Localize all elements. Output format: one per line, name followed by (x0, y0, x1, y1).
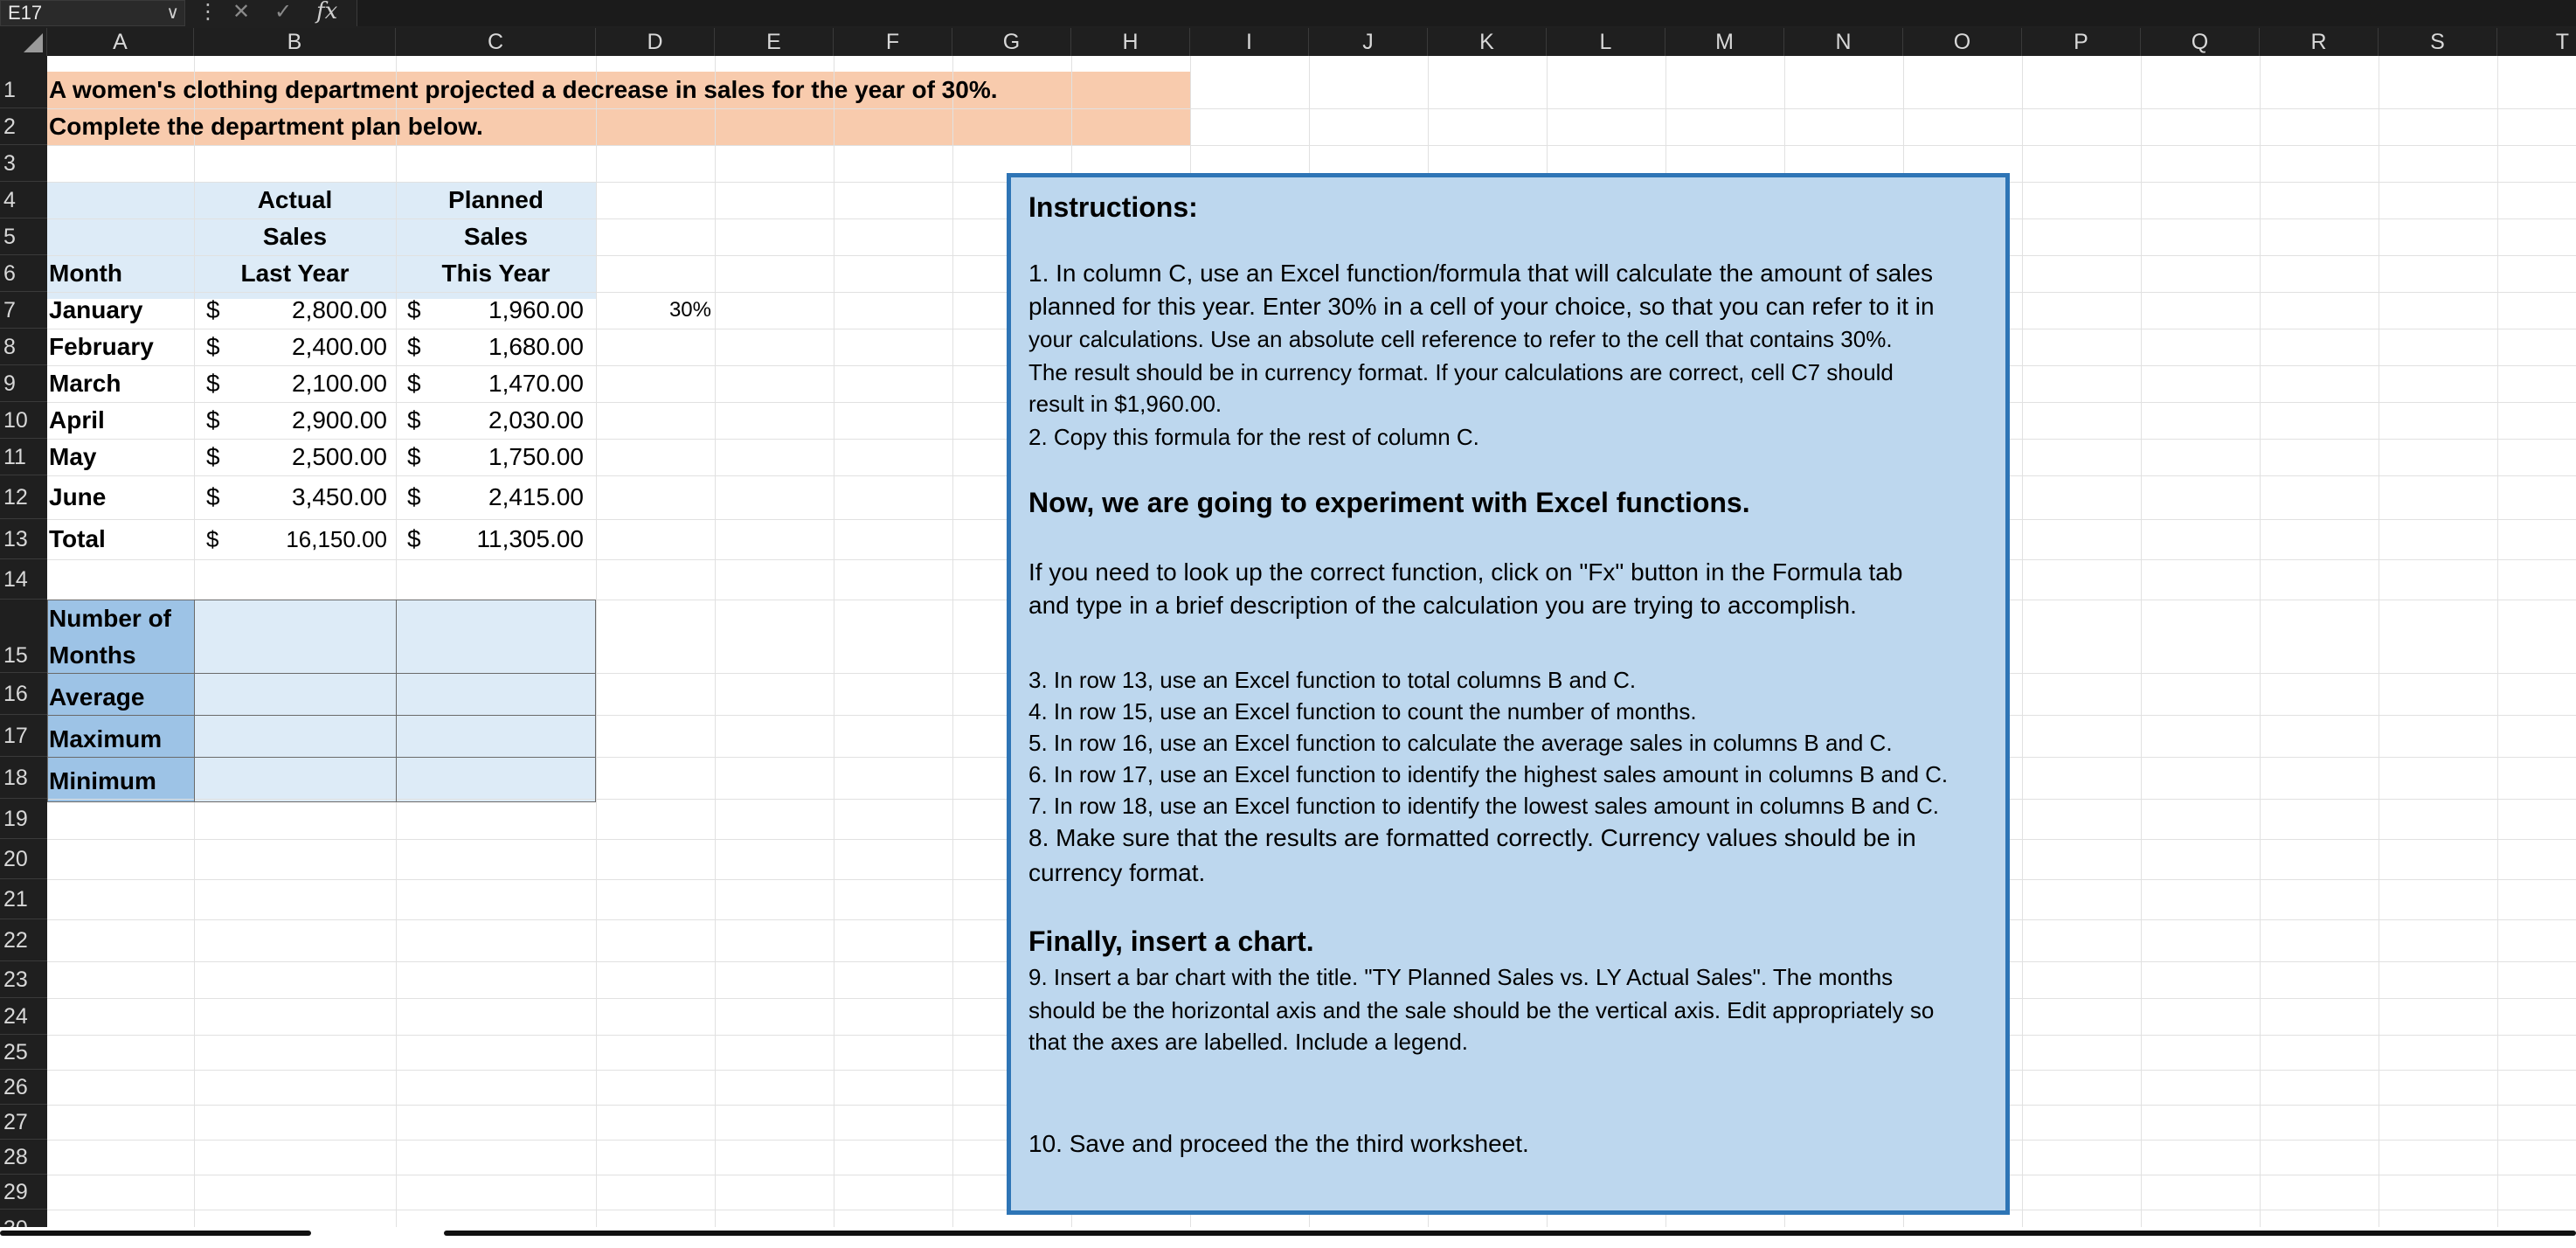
row-header-14[interactable]: 14 (0, 559, 47, 600)
actual-sales-cell[interactable]: 2,500.00 (292, 443, 387, 470)
currency-symbol: $ (206, 370, 220, 397)
month-cell[interactable]: February (49, 333, 154, 360)
currency-symbol: $ (407, 443, 421, 470)
column-header-d[interactable]: D (596, 28, 715, 56)
row-header-19[interactable]: 19 (0, 799, 47, 839)
actual-sales-cell[interactable]: 2,900.00 (292, 406, 387, 433)
horizontal-scrollbar[interactable] (0, 1227, 2576, 1238)
column-header-o[interactable]: O (1903, 28, 2022, 56)
instruction-text: 5. In row 16, use an Excel function to calculate the average sales in columns B and C. (1028, 730, 1893, 756)
row-header-18[interactable]: 18 (0, 757, 47, 799)
column-header-i[interactable]: I (1190, 28, 1309, 56)
planned-sales-cell[interactable]: 2,030.00 (488, 406, 584, 433)
row-header-15[interactable]: 15 (0, 600, 47, 673)
column-header-r[interactable]: R (2260, 28, 2379, 56)
column-header-e[interactable]: E (715, 28, 834, 56)
instruction-text: planned for this year. Enter 30% in a cell of your choice, so that you can refer to it in (1028, 293, 1935, 320)
column-header-g[interactable]: G (952, 28, 1071, 56)
chevron-down-icon[interactable]: ∨ (166, 3, 179, 23)
enter-check-icon[interactable]: ✓ (274, 0, 293, 24)
formula-input[interactable] (357, 0, 2576, 26)
percent-cell[interactable]: 30% (668, 298, 711, 322)
number-of-label[interactable]: Number of (49, 605, 171, 632)
insert-function-icon[interactable]: fx (316, 0, 338, 24)
row-header-8[interactable]: 8 (0, 329, 47, 365)
total-label[interactable]: Total (49, 525, 106, 552)
row-header-10[interactable]: 10 (0, 402, 47, 439)
month-header[interactable]: Month (49, 260, 122, 287)
planned-sales-cell[interactable]: 1,960.00 (488, 296, 584, 323)
planned-sales-cell[interactable]: 1,680.00 (488, 333, 584, 360)
header-c-line-2[interactable]: Sales (463, 223, 529, 250)
currency-symbol: $ (407, 406, 421, 433)
row-header-22[interactable]: 22 (0, 919, 47, 961)
instructions-heading-3: Finally, insert a chart. (1028, 926, 1314, 957)
actual-sales-cell[interactable]: 2,800.00 (292, 296, 387, 323)
row-header-13[interactable]: 13 (0, 519, 47, 559)
row-header-24[interactable]: 24 (0, 998, 47, 1035)
row-header-11[interactable]: 11 (0, 439, 47, 475)
column-header-b[interactable]: B (194, 28, 396, 56)
month-cell[interactable]: June (49, 483, 107, 510)
planned-sales-cell[interactable]: 1,750.00 (488, 443, 584, 470)
instruction-text: If you need to look up the correct function, click on "Fx" button in the Formula tab (1028, 558, 1903, 586)
row-header-29[interactable]: 29 (0, 1175, 47, 1210)
instruction-text: 7. In row 18, use an Excel function to identify the lowest sales amount in columns B and C. (1028, 793, 1940, 819)
scrollbar-thumb[interactable] (444, 1231, 2576, 1236)
currency-symbol: $ (407, 370, 421, 397)
row-header-6[interactable]: 6 (0, 255, 47, 292)
month-cell[interactable]: March (49, 370, 121, 397)
actual-sales-cell[interactable]: 2,100.00 (292, 370, 387, 397)
currency-symbol: $ (206, 483, 220, 510)
header-b-line-3[interactable]: Last Year (240, 260, 350, 287)
row-header-21[interactable]: 21 (0, 879, 47, 919)
month-cell[interactable]: May (49, 443, 97, 470)
header-b-line-2[interactable]: Sales (262, 223, 328, 250)
total-planned-cell[interactable]: 11,305.00 (476, 525, 584, 552)
instruction-text: should be the horizontal axis and the sale should be the vertical axis. Edit appropriately so (1028, 997, 1935, 1023)
actual-sales-cell[interactable]: 3,450.00 (292, 483, 387, 510)
name-box[interactable] (0, 0, 185, 26)
column-header-s[interactable]: S (2379, 28, 2497, 56)
cancel-icon[interactable]: ✕ (232, 0, 251, 24)
instructions-textbox[interactable] (1007, 173, 2010, 1215)
row-header-3[interactable]: 3 (0, 145, 47, 182)
row-header-9[interactable]: 9 (0, 365, 47, 402)
actual-sales-cell[interactable]: 2,400.00 (292, 333, 387, 360)
column-header-f[interactable]: F (834, 28, 952, 56)
currency-symbol: $ (407, 525, 421, 552)
column-header-l[interactable]: L (1547, 28, 1665, 56)
row-header-16[interactable]: 16 (0, 673, 47, 715)
select-all-button[interactable] (0, 28, 47, 56)
currency-symbol: $ (206, 333, 220, 360)
header-b-line-1[interactable]: Actual (257, 186, 333, 213)
row-header-20[interactable]: 20 (0, 839, 47, 879)
more-options-icon[interactable]: ⋮ (197, 0, 218, 24)
instruction-text: result in $1,960.00. (1028, 391, 1222, 417)
currency-symbol: $ (407, 296, 421, 323)
title-line-2[interactable]: Complete the department plan below. (49, 113, 483, 140)
currency-symbol: $ (407, 483, 421, 510)
currency-symbol: $ (407, 333, 421, 360)
row-header-1[interactable]: 1 (0, 72, 47, 108)
column-header-k[interactable]: K (1428, 28, 1547, 56)
scrollbar-thumb-left[interactable] (0, 1231, 311, 1236)
instruction-text: 9. Insert a bar chart with the title. "TY Planned Sales vs. LY Actual Sales". The months (1028, 964, 1894, 990)
instruction-text: that the axes are labelled. Include a legend. (1028, 1029, 1469, 1055)
minimum-label[interactable]: Minimum (49, 767, 156, 794)
planned-sales-cell[interactable]: 2,415.00 (488, 483, 584, 510)
instruction-text: 4. In row 15, use an Excel function to count the number of months. (1028, 698, 1697, 725)
instruction-text: The result should be in currency format. If your calculations are correct, cell C7 should (1028, 359, 1894, 385)
header-c-line-3[interactable]: This Year (441, 260, 551, 287)
row-header-12[interactable]: 12 (0, 475, 47, 519)
row-header-17[interactable]: 17 (0, 715, 47, 757)
instructions-heading-2: Now, we are going to experiment with Excel functions. (1028, 487, 1750, 518)
name-box-value: E17 (8, 2, 43, 24)
row-header-2[interactable]: 2 (0, 108, 47, 145)
row-header-28[interactable]: 28 (0, 1140, 47, 1175)
row-header-7[interactable]: 7 (0, 292, 47, 329)
column-header-h[interactable]: H (1071, 28, 1190, 56)
row-header-23[interactable]: 23 (0, 961, 47, 998)
currency-symbol: $ (206, 296, 220, 323)
column-header-a[interactable]: A (47, 28, 194, 56)
row-header-26[interactable]: 26 (0, 1070, 47, 1105)
currency-symbol: $ (206, 526, 219, 552)
row-header-27[interactable]: 27 (0, 1105, 47, 1140)
instruction-text: 2. Copy this formula for the rest of column C. (1028, 424, 1479, 450)
column-header-n[interactable]: N (1784, 28, 1903, 56)
instruction-text: and type in a brief description of the calculation you are trying to accomplish. (1028, 592, 1857, 619)
average-label[interactable]: Average (49, 683, 145, 711)
row-header-4[interactable]: 4 (0, 182, 47, 218)
maximum-label[interactable]: Maximum (49, 725, 163, 752)
column-header-p[interactable]: P (2022, 28, 2141, 56)
month-cell[interactable]: April (49, 406, 105, 433)
instruction-text: 1. In column C, use an Excel function/formula that will calculate the amount of sales (1028, 260, 1933, 287)
header-c-line-1[interactable]: Planned (448, 186, 544, 213)
title-line-1[interactable]: A women's clothing department projected a decrease in sales for the year of 30%. (49, 76, 998, 103)
column-header-m[interactable]: M (1665, 28, 1784, 56)
column-header-j[interactable]: J (1309, 28, 1428, 56)
column-header-c[interactable]: C (396, 28, 596, 56)
currency-symbol: $ (206, 443, 220, 470)
column-header-q[interactable]: Q (2141, 28, 2260, 56)
months-label[interactable]: Months (49, 641, 136, 669)
instruction-text: 3. In row 13, use an Excel function to total columns B and C. (1028, 667, 1637, 693)
instruction-text: 8. Make sure that the results are formatted correctly. Currency values should be in (1028, 824, 1916, 851)
instruction-text: 10. Save and proceed the the third worksheet. (1028, 1130, 1529, 1157)
planned-sales-cell[interactable]: 1,470.00 (488, 370, 584, 397)
instructions-heading: Instructions: (1028, 191, 1198, 223)
instruction-text: currency format. (1028, 859, 1206, 886)
total-actual-cell[interactable]: 16,150.00 (286, 526, 387, 552)
instruction-text: 6. In row 17, use an Excel function to identify the highest sales amount in columns B and C. (1028, 761, 1949, 787)
row-header-25[interactable]: 25 (0, 1035, 47, 1070)
row-header-5[interactable]: 5 (0, 218, 47, 255)
currency-symbol: $ (206, 406, 220, 433)
month-cell[interactable]: January (49, 296, 143, 323)
column-header-t[interactable]: T (2555, 30, 2569, 54)
instruction-text: your calculations. Use an absolute cell reference to refer to the cell that contains 30%. (1028, 326, 1893, 352)
